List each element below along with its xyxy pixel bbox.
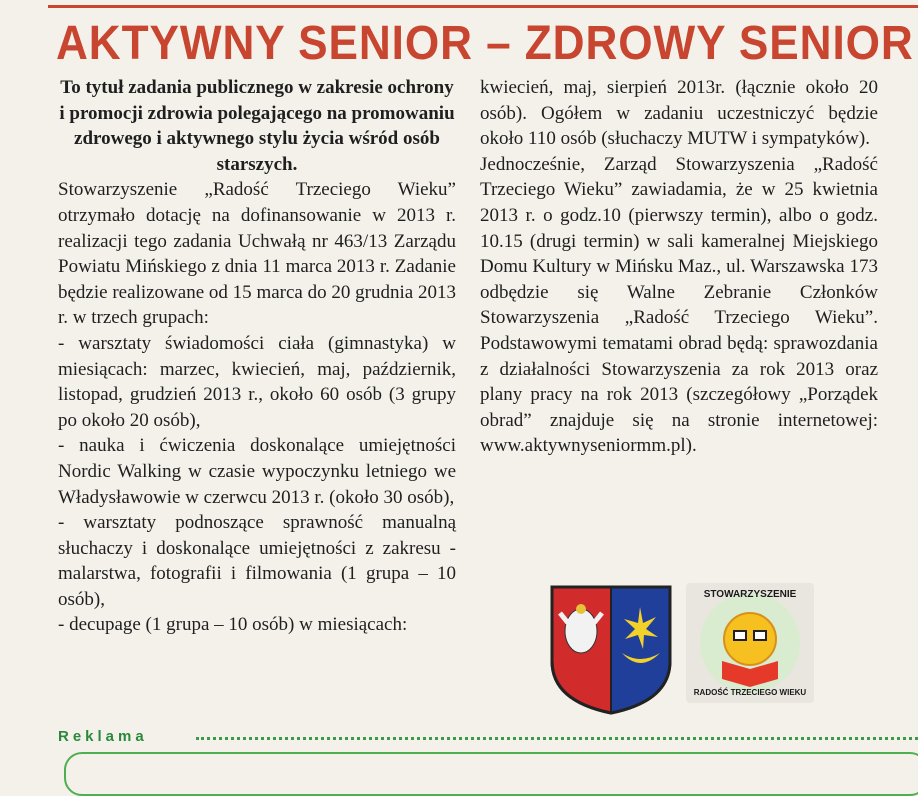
association-logo [686,583,814,703]
list-item: - warsztaty podnoszące sprawność manualną słuchaczy i doskonalące umiejętności z zakresu - malarstwa, fotografii i filmowania (1 grupa – 10 osób), [58,512,456,610]
article-left-column [58,75,456,638]
logo-graphic [686,583,814,703]
list-item: - warsztaty świadomości ciała (gimnastyka) w miesiącach: marzec, kwiecień, maj, październik, listopad, grudzień 2013 r., około 60 osób (3 grupy po około 20 osób), [58,332,456,431]
top-rule [48,5,918,8]
dotted-divider [196,737,918,740]
paragraph: Jednocześnie, Zarząd Stowarzyszenia „Radość Trzeciego Wieku” zawiadamia, że w 25 kwietnia 2013 r. o godz.10 (pierwszy termin), albo o godz. 10.15 (drugi termin) w sali kameralnej Miejskiego Domu Kultury w Mińsku Maz., ul. Warszawska 173 odbędzie się Walne Zebranie Członków Stowarzyszenia „Radość Trzeciego Wieku”. Podstawowymi tematami obrad będą: sprawozdania z działalności Stowarzyszenia za rok 2013 oraz plany pracy na rok 2013 (szczegółowy „Porządek obrad” znajduje się na stronie internetowej: www.aktywnyseniormm.pl). [480,153,878,457]
article-right-column [480,75,878,459]
logo-top-text: STOWARZYSZENIE [703,589,797,600]
list-item: - nauka i ćwiczenia doskonalące umiejętności Nordic Walking w czasie wypoczynku letniego we Władysławowie w czerwcu 2013 r. (około 30 osób), [58,435,456,508]
coat-of-arms-icon [548,583,674,715]
advertisement-label: Reklama [58,728,148,745]
advertisement-frame [64,752,918,796]
logo-bottom-text: RADOŚĆ TRZECIEGO WIEKU [693,688,807,697]
paragraph: Stowarzyszenie „Radość Trzeciego Wieku” otrzymało dotację na dofinansowanie w 2013 r. realizacji tego zadania Uchwałą nr 463/13 Zarządu Powiatu Mińskiego z dnia 11 marca 2013 r. Zadanie będzie realizowane od 15 marca do 20 grudnia 2013 r. w trzech grupach: [58,179,456,329]
article-lead: To tytuł zadania publicznego w zakresie ochrony i promocji zdrowia polegającego na promowaniu zdrowego i aktywnego stylu życia wśród osób starszych. [59,77,455,175]
paragraph: kwiecień, maj, sierpień 2013r. (łącznie około 20 osób). Ogółem w zadaniu uczestniczyć będzie około 110 osób (słuchaczy MUTW i sympatyków). [480,77,878,150]
article-title: AKTYWNY SENIOR – ZDROWY SENIOR [56,17,914,70]
list-item: - decupage (1 grupa – 10 osób) w miesiącach: [58,614,408,636]
